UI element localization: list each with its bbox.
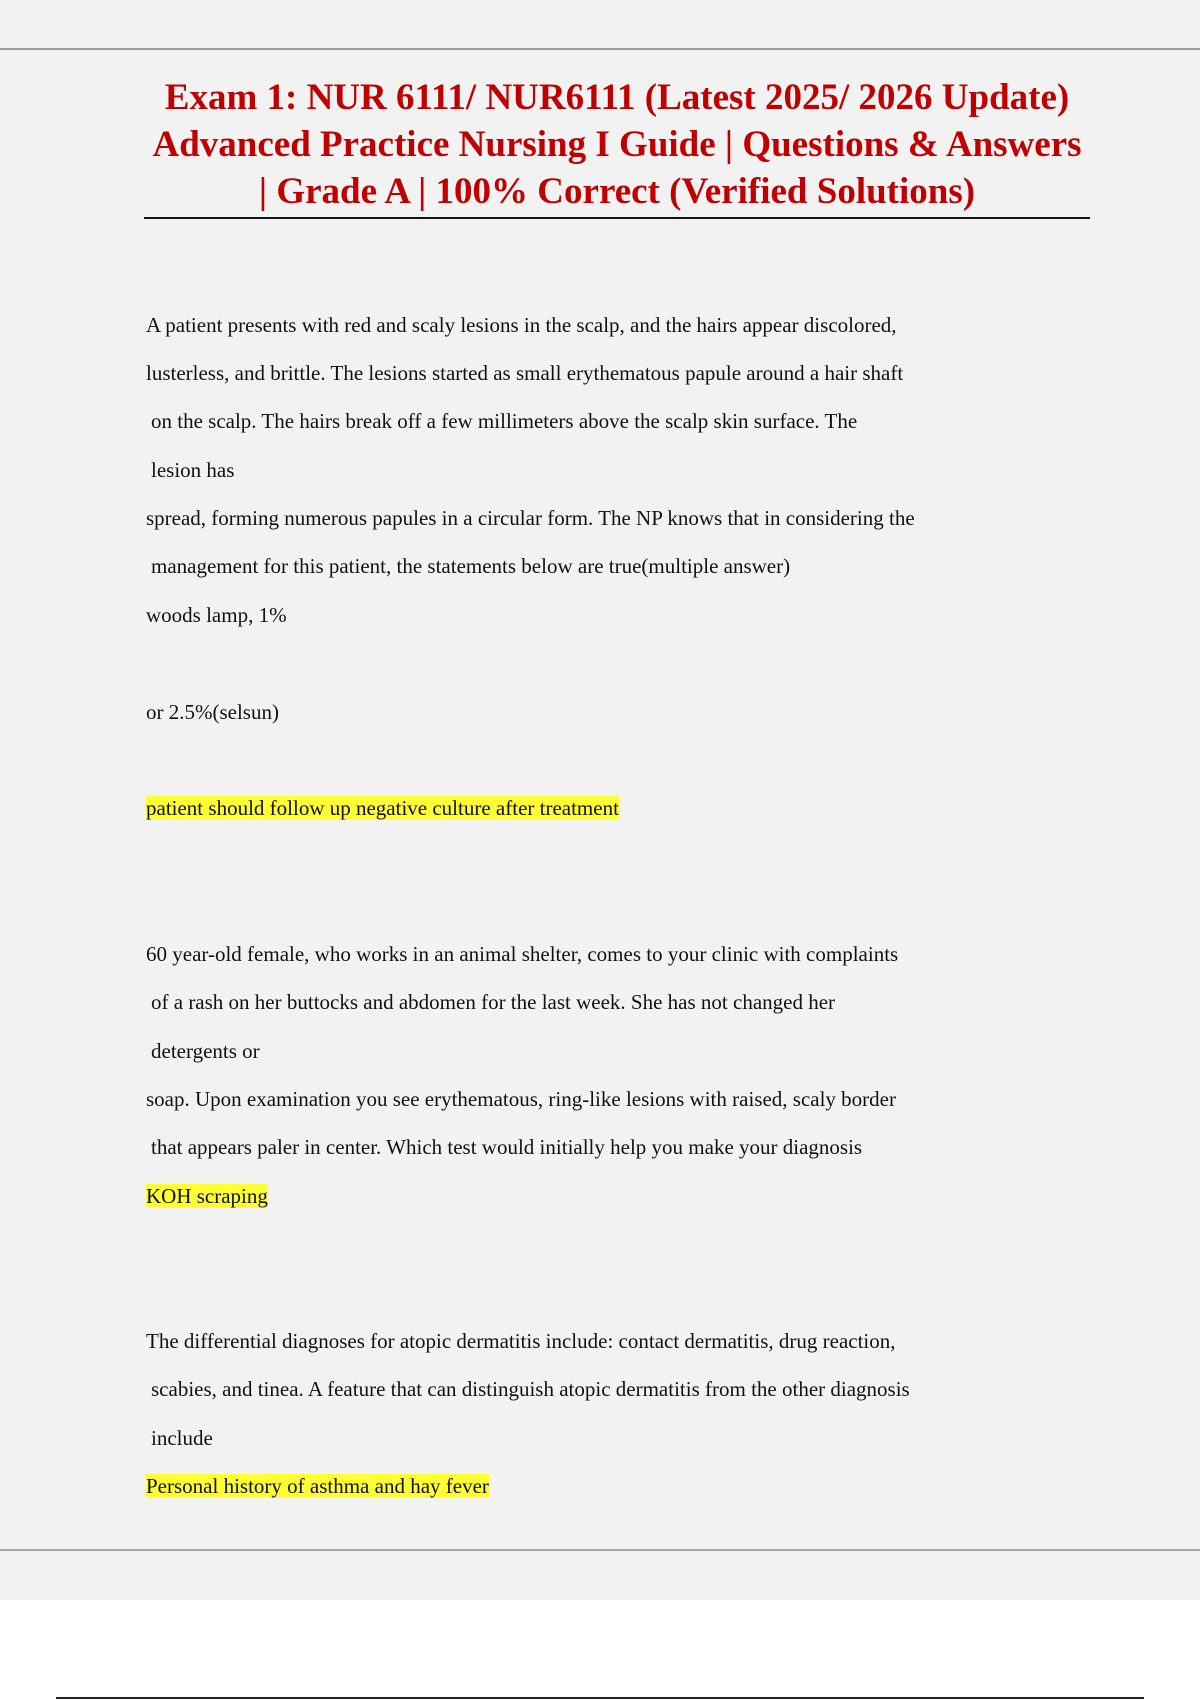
- question-3-line-2: scabies, and tinea. A feature that can distinguish atopic dermatitis from the other diagnosis: [151, 1377, 910, 1401]
- bottom-divider: [0, 1549, 1200, 1551]
- question-3-answer: [146, 1471, 1146, 1501]
- question-1-line-2: lusterless, and brittle. The lesions started as small erythematous papule around a hair shaft: [146, 361, 904, 385]
- answer-highlight: Personal history of asthma and hay fever: [146, 1474, 489, 1498]
- question-2-line-4: soap. Upon examination you see erythematous, ring-like lesions with raised, scaly border: [146, 1087, 896, 1111]
- question-1-answer: [146, 793, 1146, 823]
- question-1-line-6: management for this patient, the statements below are true(multiple answer): [151, 554, 791, 578]
- question-1-line-8: or 2.5%(selsun): [146, 700, 279, 724]
- document-title: Exam 1: NUR 6111/ NUR6111 (Latest 2025/ 2026 Update) Advanced Practice Nursing I Guide | Questions & Answers | Grade A | 100% Correct (Verified Solutions): [144, 74, 1090, 219]
- question-1-line-1: A patient presents with red and scaly lesions in the scalp, and the hairs appear discolored,: [146, 313, 897, 337]
- question-2-answer: [146, 1181, 1146, 1211]
- answer-highlight: KOH scraping: [146, 1184, 268, 1208]
- question-2-line-3: detergents or: [151, 1039, 260, 1063]
- question-1-line-4: lesion has: [151, 458, 235, 482]
- question-2-line-2: of a rash on her buttocks and abdomen for the last week. She has not changed her: [151, 990, 836, 1014]
- top-divider: [0, 48, 1200, 50]
- question-2-line-5: that appears paler in center. Which test would initially help you make your diagnosis: [151, 1135, 863, 1159]
- answer-highlight: patient should follow up negative culture after treatment: [146, 796, 619, 820]
- next-page-divider: [56, 1697, 1144, 1699]
- question-1-line-5: spread, forming numerous papules in a circular form. The NP knows that in considering the: [146, 506, 915, 530]
- question-3-line-3: include: [151, 1426, 213, 1450]
- question-2-line-1: 60 year-old female, who works in an animal shelter, comes to your clinic with complaints: [146, 942, 899, 966]
- question-3-line-1: The differential diagnoses for atopic dermatitis include: contact dermatitis, drug reaction,: [146, 1329, 896, 1353]
- question-1-line-3: on the scalp. The hairs break off a few millimeters above the scalp skin surface. The: [151, 409, 858, 433]
- question-1-line-7: woods lamp, 1%: [146, 603, 287, 627]
